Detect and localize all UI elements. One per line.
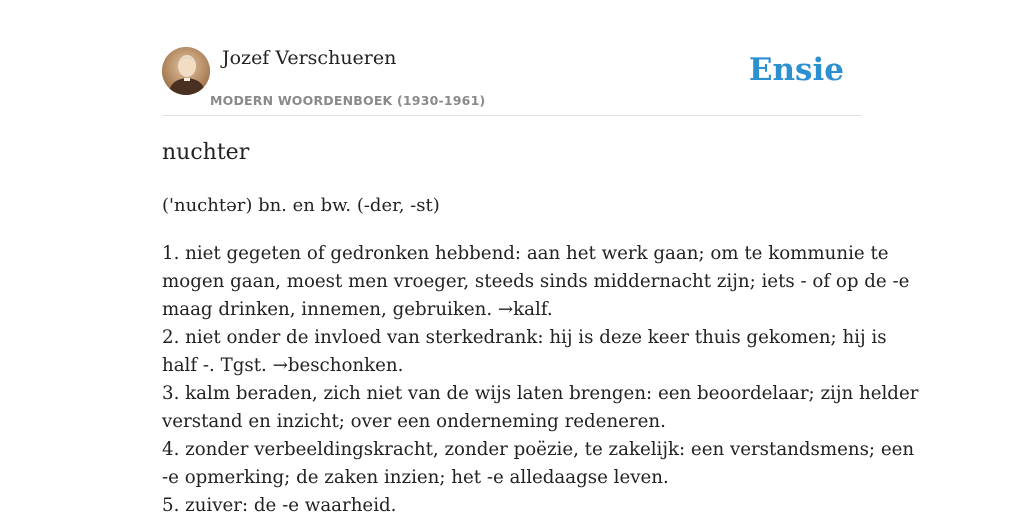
definition-text: 1. niet gegeten of gedronken hebbend: aan het werk gaan; om te kommunie te [162, 243, 889, 264]
definition-line [162, 352, 862, 380]
entry-pronunciation: ('nuchtər) bn. en bw. (-der, -st) [162, 195, 440, 216]
definition-text: half -. Tgst. [162, 355, 273, 376]
definition-text: 2. niet onder de invloed van sterkedrank: hij is deze keer thuis gekomen; hij is [162, 327, 887, 348]
definition-line [162, 436, 915, 464]
definition-text: maag drinken, innemen, gebruiken. [162, 299, 498, 320]
avatar[interactable] [162, 47, 210, 95]
definition-list [162, 240, 919, 512]
definition-line [162, 408, 862, 436]
definition-text: -e opmerking; de zaken inzien; het -e alledaagse leven. [162, 467, 669, 488]
definition-line [162, 324, 887, 352]
definition-line [162, 464, 862, 492]
definition-line [162, 492, 862, 512]
xref-link-kalf[interactable]: →kalf. [497, 299, 553, 320]
ensie-logo-link[interactable]: Ensie [748, 52, 844, 88]
definition-text: verstand en inzicht; over een onderneming redeneren. [162, 411, 666, 432]
definition-text: mogen gaan, moest men vroeger, steeds sinds middernacht zijn; iets - of op de -e [162, 271, 910, 292]
definition-text: 4. zonder verbeeldingskracht, zonder poëzie, te zakelijk: een verstandsmens; een [162, 439, 915, 460]
author-name[interactable]: Jozef Verschueren [222, 47, 397, 69]
header [162, 45, 862, 116]
definition-text: 3. kalm beraden, zich niet van de wijs laten brengen: een beoordelaar; zijn helder [162, 383, 919, 404]
definition-text: 5. zuiver: de -e waarheid. [162, 495, 397, 512]
source-label: MODERN WOORDENBOEK (1930-1961) [210, 93, 486, 108]
author-portrait-icon [162, 47, 210, 95]
definition-line [162, 380, 919, 408]
entry-title: nuchter [162, 140, 250, 165]
definition-line [162, 240, 889, 268]
definition-line [162, 296, 862, 324]
definition-line [162, 268, 910, 296]
xref-link-beschonken[interactable]: →beschonken. [272, 355, 404, 376]
